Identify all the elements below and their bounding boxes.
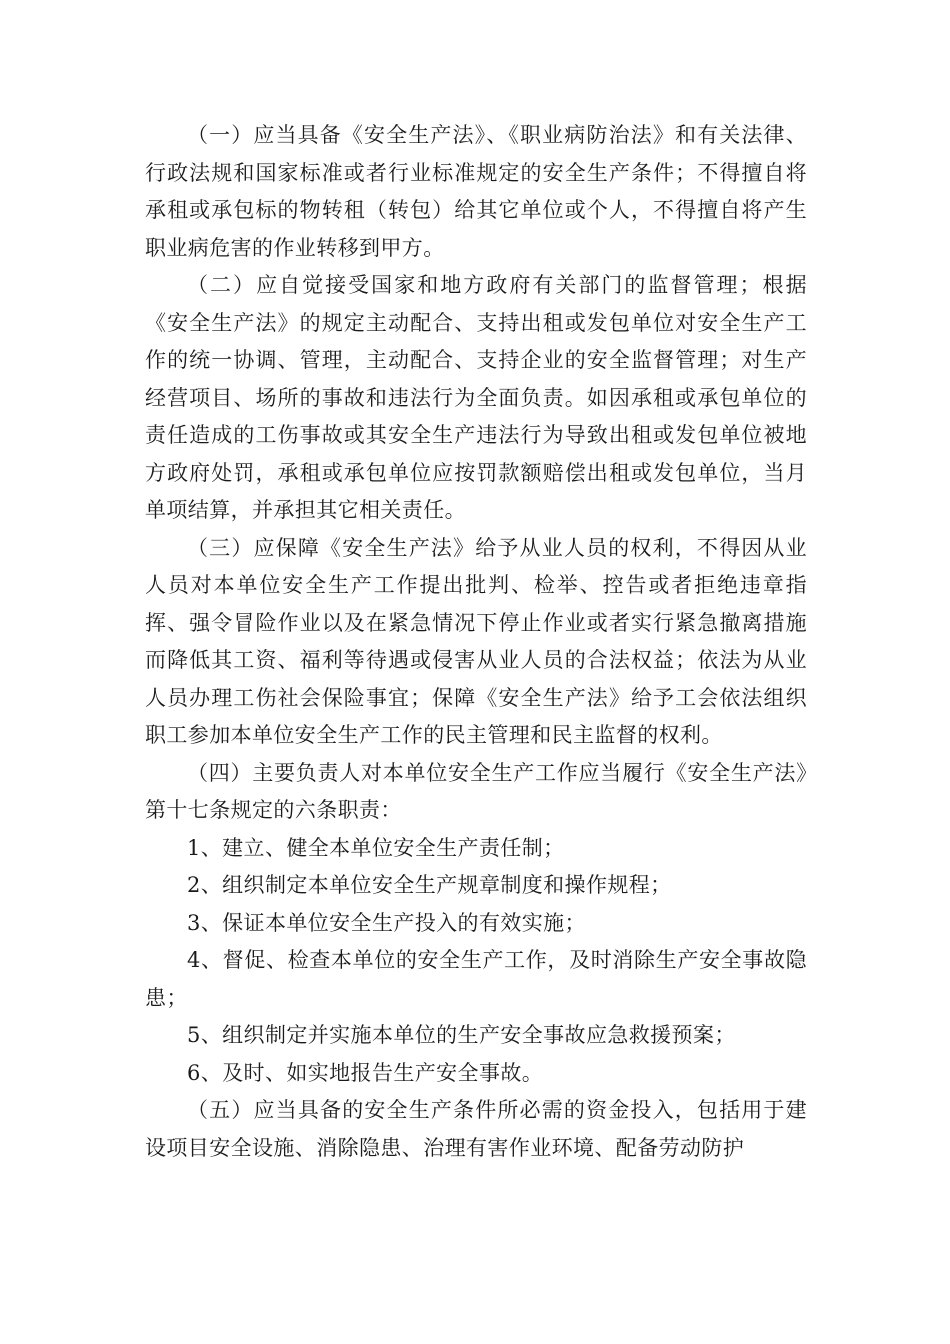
- list-item-6: 6、及时、如实地报告生产安全事故。: [187, 1060, 544, 1085]
- list-item-3: 3、保证本单位安全生产投入的有效实施；: [187, 910, 586, 935]
- paragraph-5: （五）应当具备的安全生产条件所必需的资金投入，包括用于建设项目安全设施、消除隐患、治理有害作业环境、配备劳动防护: [145, 1098, 807, 1160]
- paragraph-2: （二）应自觉接受国家和地方政府有关部门的监督管理；根据《安全生产法》的规定主动配合、支持出租或发包单位对安全生产工作的统一协调、管理，主动配合、支持企业的安全监督管理；对生产经营项目、场所的事故和违法行为全面负责。如因承租或承包单位的责任造成的工伤事故或其安全生产违法行为导致出租或发包单位被地方政府处罚，承租或承包单位应按罚款额赔偿出租或发包单位，当月单项结算，并承担其它相关责任。: [145, 273, 807, 522]
- list-item-4: 4、督促、检查本单位的安全生产工作，及时消除生产安全事故隐患；: [145, 948, 807, 1010]
- paragraph-4: （四）主要负责人对本单位安全生产工作应当履行《安全生产法》第十七条规定的六条职责：: [145, 760, 807, 822]
- document-body: [145, 117, 807, 1167]
- paragraph-1: （一）应当具备《安全生产法》、《职业病防治法》和有关法律、行政法规和国家标准或者行业标准规定的安全生产条件；不得擅自将承租或承包标的物转租（转包）给其它单位或个人，不得擅自将产生职业病危害的作业转移到甲方。: [145, 123, 807, 260]
- list-item-1: 1、建立、健全本单位安全生产责任制；: [187, 835, 565, 860]
- paragraph-3: （三）应保障《安全生产法》给予从业人员的权利，不得因从业人员对本单位安全生产工作提出批判、检举、控告或者拒绝违章指挥、强令冒险作业以及在紧急情况下停止作业或者实行紧急撤离措施而降低其工资、福利等待遇或侵害从业人员的合法权益；依法为从业人员办理工伤社会保险事宜；保障《安全生产法》给予工会依法组织职工参加本单位安全生产工作的民主管理和民主监督的权利。: [145, 535, 807, 747]
- list-item-2: 2、组织制定本单位安全生产规章制度和操作规程；: [187, 873, 672, 897]
- list-item-5: 5、组织制定并实施本单位的生产安全事故应急救援预案；: [187, 1023, 736, 1047]
